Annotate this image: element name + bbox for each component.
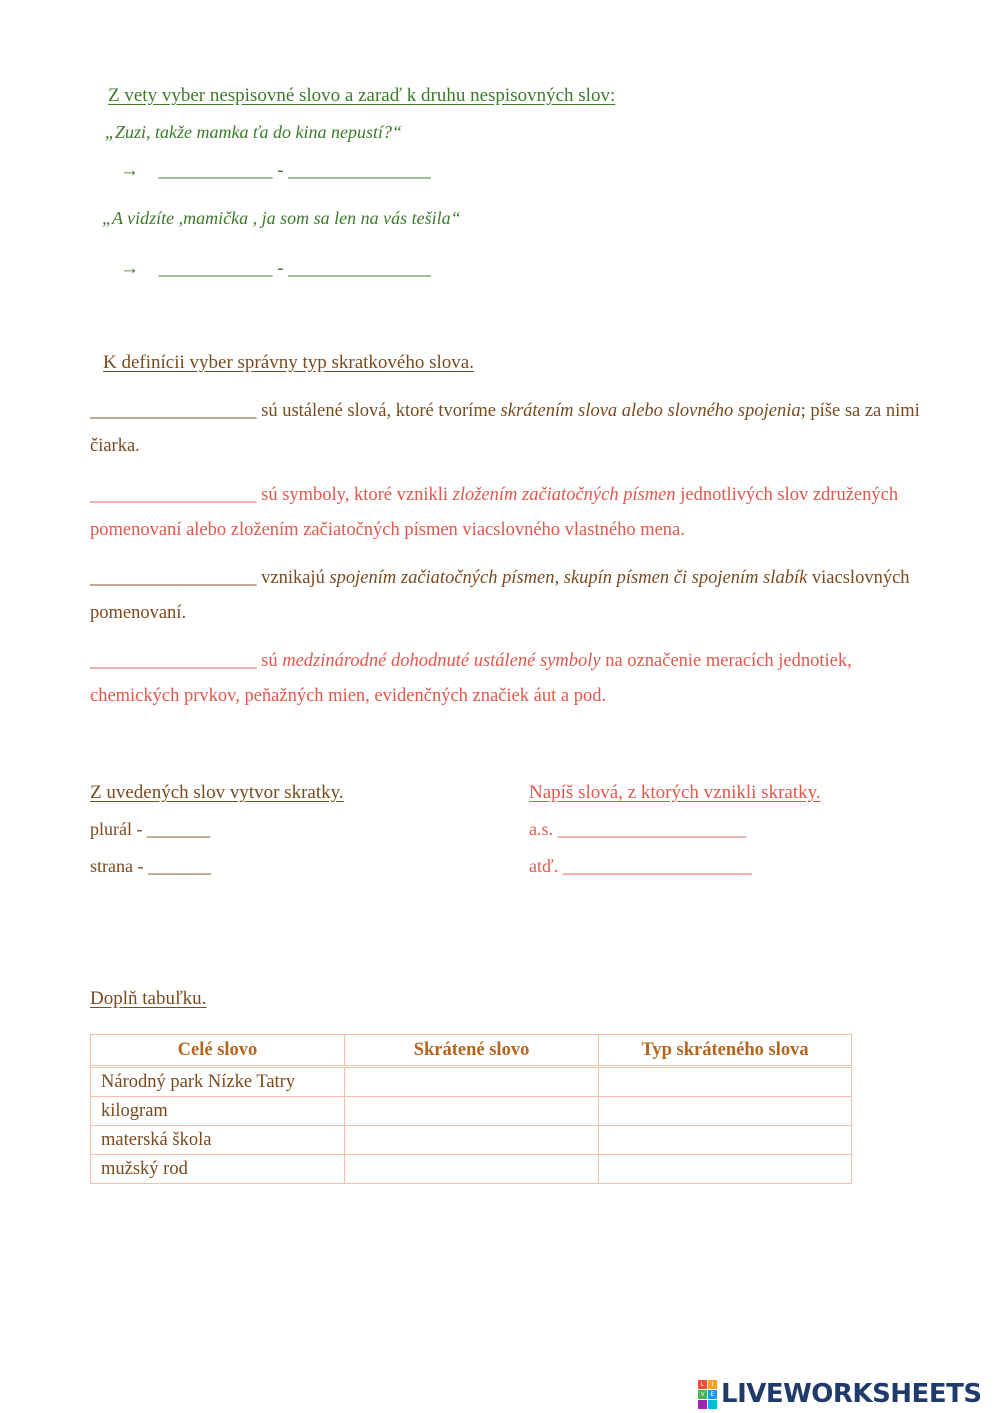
- cell-full-word: kilogram: [91, 1097, 345, 1126]
- answer-line-2[interactable]: [120, 258, 431, 280]
- sentence-1: „Zuzi, takže mamka ťa do kina nepustí?“: [105, 122, 403, 142]
- definition-1-text-end: ; píše sa za nimi čiarka.: [90, 401, 920, 456]
- logo-tile: I: [708, 1380, 717, 1389]
- table-header-row: [91, 1035, 852, 1067]
- logo-tile: [708, 1400, 717, 1409]
- abbreviate-item-strana[interactable]: strana - _______: [90, 856, 211, 876]
- header-short-word: Skrátené slovo: [345, 1035, 599, 1067]
- logo-tile: [698, 1400, 707, 1409]
- cell-short-word[interactable]: [345, 1155, 599, 1184]
- header-full-word: Celé slovo: [91, 1035, 345, 1067]
- table-row: [91, 1126, 852, 1155]
- table-title: Doplň tabuľku.: [90, 988, 207, 1009]
- definition-1: [90, 394, 920, 464]
- cell-short-type[interactable]: [599, 1126, 852, 1155]
- definition-1-emphasis: skrátením slova alebo slovného spojenia: [500, 401, 801, 421]
- definition-1-text: sú ustálené slová, ktoré tvoríme: [261, 401, 501, 421]
- definition-2-blank[interactable]: __________________: [90, 485, 257, 505]
- definition-4-blank[interactable]: __________________: [90, 651, 257, 671]
- expand-title: Napíš slová, z ktorých vznikli skratky.: [529, 782, 821, 803]
- definition-4-text-end: na označenie meracích jednotiek, chemických prvkov, peňažných mien, evidenčných značiek áut a pod.: [90, 651, 852, 706]
- logo-tile: V: [698, 1390, 707, 1399]
- logo-tile: L: [698, 1380, 707, 1389]
- definition-2-text-end: jednotlivých slov združených pomenovaní alebo zložením začiatočných písmen viacslovného vlastného mena.: [90, 485, 899, 540]
- sentence-2: „A vidzíte ,mamička , ja som sa len na vás tešila“: [102, 208, 461, 228]
- section1-title: Z vety vyber nespisovné slovo a zaraď k druhu nespisovných slov:: [108, 85, 616, 106]
- definition-2-text: sú symboly, ktoré vznikli: [261, 485, 453, 505]
- cell-short-type[interactable]: [599, 1097, 852, 1126]
- definition-3-emphasis: spojením začiatočných písmen, skupín písmen či spojením slabík: [329, 568, 808, 588]
- definition-3-text: vznikajú: [261, 568, 330, 588]
- logo-tile: E: [708, 1390, 717, 1399]
- logo-text: LIVEWORKSHEETS: [721, 1379, 982, 1409]
- table-row: [91, 1155, 852, 1184]
- blank-slang-type-2[interactable]: _______________: [288, 258, 431, 279]
- header-short-type: Typ skráteného slova: [599, 1035, 852, 1067]
- definition-2: [90, 478, 920, 548]
- definition-4: [90, 644, 920, 714]
- definition-3: [90, 561, 920, 631]
- dash: -: [277, 258, 284, 279]
- blank-slang-word-2[interactable]: ____________: [158, 258, 273, 279]
- expand-item-as[interactable]: a.s. _____________________: [529, 819, 747, 839]
- table-row: [91, 1067, 852, 1097]
- blank-slang-type-1[interactable]: _______________: [288, 160, 431, 181]
- cell-full-word: materská škola: [91, 1126, 345, 1155]
- definition-2-emphasis: zložením začiatočných písmen: [452, 485, 676, 505]
- cell-short-word[interactable]: [345, 1097, 599, 1126]
- table-row: [91, 1097, 852, 1126]
- arrow-icon: →: [120, 258, 139, 279]
- cell-short-word[interactable]: [345, 1067, 599, 1097]
- cell-full-word: Národný park Nízke Tatry: [91, 1067, 345, 1097]
- logo-tiles-icon: [698, 1380, 717, 1409]
- definition-3-text-end: viacslovných pomenovaní.: [90, 568, 910, 623]
- cell-short-type[interactable]: [599, 1067, 852, 1097]
- blank-slang-word-1[interactable]: ____________: [158, 160, 273, 181]
- cell-short-word[interactable]: [345, 1126, 599, 1155]
- dash: -: [277, 160, 284, 181]
- definition-3-blank[interactable]: __________________: [90, 568, 257, 588]
- abbreviate-item-plural[interactable]: plurál - _______: [90, 819, 210, 839]
- answer-line-1[interactable]: [120, 160, 431, 182]
- liveworksheets-logo: [698, 1378, 982, 1410]
- definition-1-blank[interactable]: __________________: [90, 401, 257, 421]
- cell-short-type[interactable]: [599, 1155, 852, 1184]
- abbreviation-table: [90, 1034, 852, 1184]
- abbreviate-title: Z uvedených slov vytvor skratky.: [90, 782, 344, 803]
- definition-4-text: sú: [261, 651, 283, 671]
- section2-title: K definícii vyber správny typ skratkového slova.: [103, 352, 474, 373]
- arrow-icon: →: [120, 160, 139, 181]
- expand-item-atd[interactable]: atď. _____________________: [529, 856, 752, 876]
- definition-4-emphasis: medzinárodné dohodnuté ustálené symboly: [282, 651, 601, 671]
- cell-full-word: mužský rod: [91, 1155, 345, 1184]
